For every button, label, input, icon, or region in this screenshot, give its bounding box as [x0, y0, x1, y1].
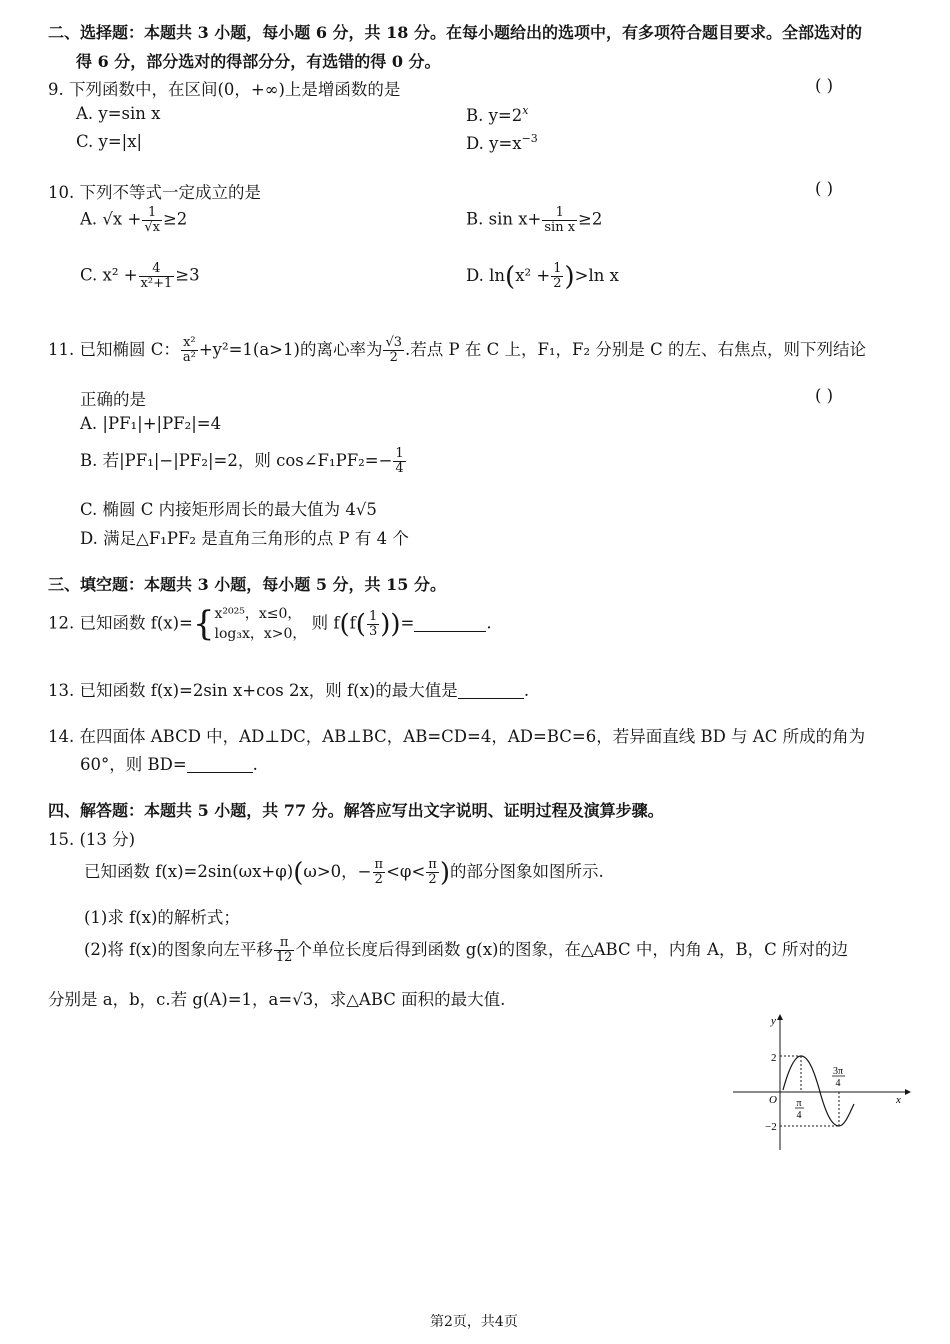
q11-stem-line2: 正确的是: [80, 390, 146, 409]
q11-option-d: D. 满足△F₁PF₂ 是直角三角形的点 P 有 4 个: [80, 529, 409, 548]
q10-a-fraction: $\frac{1}{√x}$: [144, 205, 160, 235]
q11-eccentricity-fraction: $\frac{√3}{2}$: [385, 335, 403, 365]
q12-fraction: $\frac{1}{3}$: [368, 608, 378, 639]
x-axis-label: x: [896, 1094, 901, 1106]
q11-ellipse-fraction: $\frac{\text{x²}}{\text{a²}}$: [182, 335, 196, 365]
q10-b-fraction: $\frac{1}{\text{sin x}}$: [544, 205, 576, 235]
q15-stem: 已知函数 f(x)=2sin(ωx+φ)(ω>0，− $\frac{\pi}{2}$ <φ< $\frac{\pi}{2}$ )的部分图象如图所示.: [84, 857, 604, 888]
section2-heading-line2: 得 6 分，部分选对的得部分分，有选错的得 0 分。: [76, 52, 441, 71]
sine-graph: [733, 1012, 913, 1152]
q10-option-c: C. x² + $\frac{4}{\text{x²+1}}$ ≥3: [80, 261, 200, 291]
q12-answer-blank[interactable]: [414, 617, 486, 632]
sine-curve: [783, 1056, 854, 1126]
q9-option-c: C. y=|x|: [76, 132, 143, 151]
tick2-num: 3π: [832, 1066, 844, 1077]
q9-option-d: D. $y=x^{-3}$: [466, 132, 538, 153]
q11-option-a: A. |PF₁|+|PF₂|=4: [80, 414, 222, 433]
q11-option-c: C. 椭圆 C 内接矩形周长的最大值为 4√5: [80, 500, 377, 519]
tick1-den: 4: [796, 1110, 802, 1121]
section3-heading: 三、填空题：本题共 3 小题，每小题 5 分，共 15 分。: [48, 575, 446, 594]
q10-stem: 10. 下列不等式一定成立的是: [48, 183, 261, 202]
q9-answer-paren: ( ): [815, 76, 834, 95]
q15-pi-over-2: $\frac{\pi}{2}$: [428, 857, 437, 887]
y-axis-label: y: [771, 1015, 776, 1027]
y-max-label: 2: [771, 1052, 777, 1064]
q14-answer-blank[interactable]: [187, 758, 253, 773]
q11-option-b: B. 若|PF₁|−|PF₂|=2，则 cos∠F₁PF₂=− $\frac{1}{4}$: [80, 446, 404, 476]
q12-piecewise: x²⁰²⁵，x≤0， log₃x，x>0，: [214, 606, 307, 642]
q9-stem: 9. 下列函数中，在区间(0，+∞)上是增函数的是: [48, 80, 401, 99]
q11-stem: 11. 已知椭圆 C： $\frac{\text{x²}}{\text{a²}}$ +y²=1(a>1)的离心率为 $\frac{√3}{2}$ .若点 P 在 C 上，F₁，F₂ 分别是 C 的左、右焦点，则下列结论: [48, 335, 866, 365]
q14-stem-line2: 60°，则 BD= .: [80, 755, 258, 774]
origin-label: O: [769, 1094, 777, 1106]
q15-pi-over-2-neg: $\frac{\pi}{2}$: [374, 857, 384, 887]
q12-stem: 12. 已知函数 f(x)={ x²⁰²⁵，x≤0， log₃x，x>0， 则 f(f( $\frac{1}{3}$ ))= .: [48, 604, 492, 644]
q9-option-a: A. y=sin x: [76, 104, 161, 123]
q10-c-fraction: $\frac{4}{\text{x²+1}}$: [140, 261, 173, 291]
tick2-den: 4: [835, 1078, 841, 1089]
q13-stem: 13. 已知函数 f(x)=2sin x+cos 2x，则 f(x)的最大值是 .: [48, 681, 530, 700]
q13-answer-blank[interactable]: [458, 684, 524, 699]
q15-part2: (2)将 f(x)的图象向左平移 $\frac{\pi}{12}$ 个单位长度后得到函数 g(x)的图象，在△ABC 中，内角 A，B，C 所对的边: [84, 935, 849, 965]
q15-shift-fraction: $\frac{\pi}{12}$: [275, 935, 293, 965]
y-axis-arrow-icon: [777, 1014, 783, 1020]
q11-b-fraction: $\frac{1}{4}$: [395, 446, 404, 476]
q15-part1: (1)求 f(x)的解析式；: [84, 908, 240, 927]
q10-option-a: A. √x + $\frac{1}{√x}$ ≥2: [80, 205, 188, 235]
q10-option-d: D. ln(x² + $\frac{1}{2}$ )>ln x: [466, 261, 619, 292]
section2-heading-line1: 二、选择题：本题共 3 小题，每小题 6 分，共 18 分。在每小题给出的选项中，有多项符合题目要求。全部选对的: [48, 23, 862, 42]
q15-part2-line2: 分别是 a，b，c.若 g(A)=1，a=√3，求△ABC 面积的最大值.: [48, 990, 506, 1009]
page-footer: 第2页，共4页: [430, 1314, 518, 1330]
y-min-label: −2: [765, 1121, 777, 1133]
q14-stem-line1: 14. 在四面体 ABCD 中，AD⊥DC，AB⊥BC，AB=CD=4，AD=BC=6，若异面直线 BD 与 AC 所成的角为: [48, 727, 866, 746]
section4-heading: 四、解答题：本题共 5 小题，共 77 分。解答应写出文字说明、证明过程及演算步骤。: [48, 801, 664, 820]
x-axis-arrow-icon: [905, 1089, 911, 1095]
q12-brace: {: [192, 604, 215, 644]
q10-answer-paren: ( ): [815, 179, 834, 198]
tick1-num: π: [796, 1098, 802, 1109]
q15-header: 15. (13 分): [48, 830, 136, 849]
q9-option-b: B. $y=2^x$: [466, 104, 529, 125]
q10-d-fraction: $\frac{1}{2}$: [553, 261, 562, 291]
q10-option-b: B. sin x+ $\frac{1}{\text{sin x}}$ ≥2: [466, 205, 603, 235]
q11-answer-paren: ( ): [815, 386, 834, 405]
